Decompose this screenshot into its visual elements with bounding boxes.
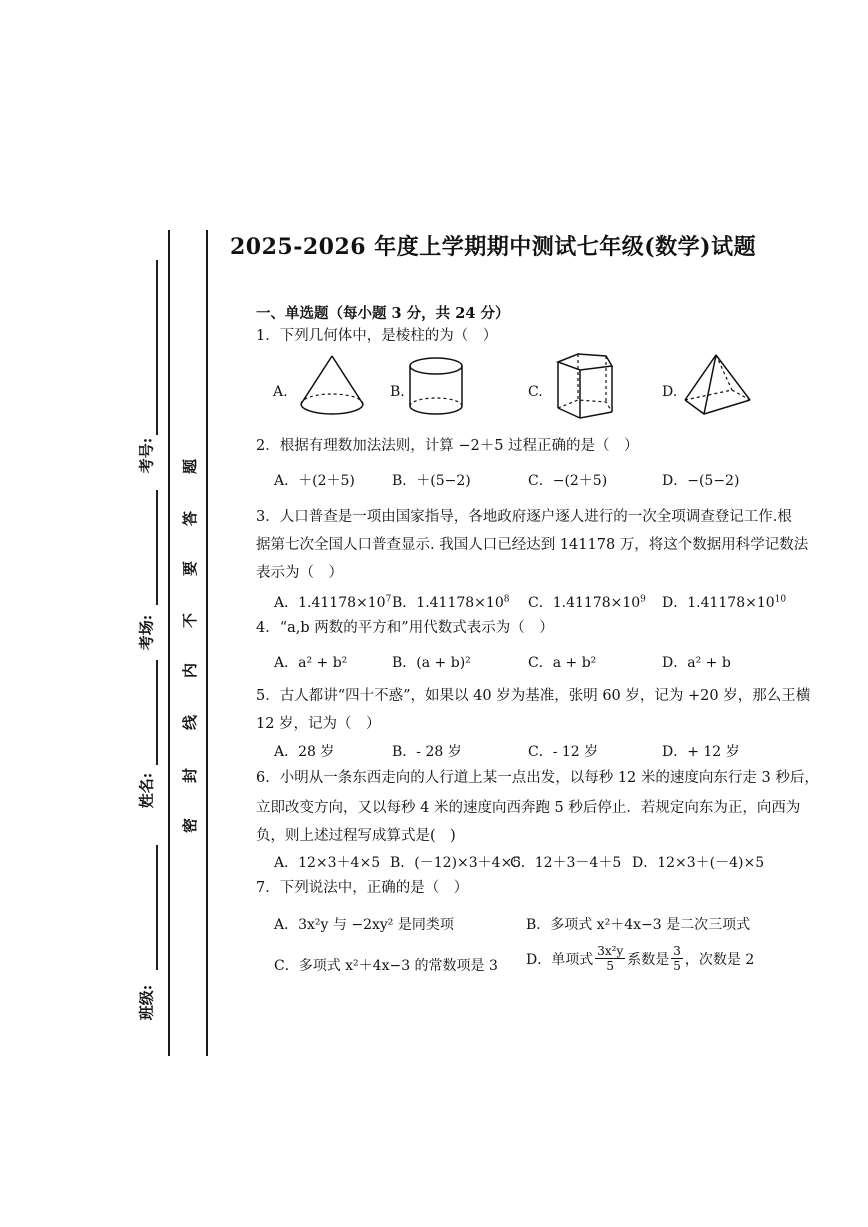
q2-option-c[interactable]: C．−(2＋5): [528, 473, 608, 489]
question-1-stem: 1．下列几何体中，是棱柱的为（ ）: [256, 328, 498, 344]
q1-option-d-label[interactable]: D.: [662, 384, 678, 400]
q1-option-c-label[interactable]: C.: [528, 384, 543, 400]
question-3-line-2: 据第七次全国人口普查显示. 我国人口已经达到 141178 万，将这个数据用科学记数法: [256, 537, 809, 553]
name-line[interactable]: [156, 660, 158, 765]
q2-option-b[interactable]: B．＋(5−2): [392, 473, 471, 489]
q7-d-fraction-1-numerator: 3x²y: [597, 944, 624, 958]
question-5-line-2: 12 岁，记为（ ）: [256, 716, 381, 732]
q7-option-a[interactable]: A．3x²y 与 −2xy² 是同类项: [274, 917, 454, 933]
q3-option-a[interactable]: [274, 592, 391, 612]
q3-option-c[interactable]: [528, 592, 646, 612]
q7-option-d[interactable]: [526, 944, 754, 973]
q3-option-b-exp: 8: [503, 594, 510, 605]
q1-option-b-label[interactable]: B.: [390, 384, 405, 400]
seal-char-2: 答: [181, 510, 200, 527]
q7-d-fraction-1-denominator: 5: [606, 959, 615, 973]
q7-d-fraction-1: [595, 944, 625, 973]
q3-option-d[interactable]: [662, 592, 786, 612]
label-exam-number: 考号:: [137, 437, 156, 474]
cone-icon: [296, 352, 368, 422]
q3-option-a-text: A．1.41178×10: [274, 595, 386, 611]
question-3-line-3: 表示为（ ）: [256, 565, 343, 581]
q7-option-c[interactable]: C．多项式 x²＋4x−3 的常数项是 3: [274, 958, 498, 974]
question-7-stem: 7．下列说法中，正确的是（ ）: [256, 880, 469, 896]
q4-option-c[interactable]: C．a + b²: [528, 655, 597, 671]
q3-option-b-text: B．1.41178×10: [392, 595, 504, 611]
seal-char-4: 不: [181, 612, 200, 629]
q6-option-a[interactable]: A．12×3＋4×5: [274, 855, 381, 871]
q2-option-d[interactable]: D．−(5−2): [662, 473, 740, 489]
pyramid-icon: [682, 352, 754, 418]
question-3-line-1: 3．人口普查是一项由国家指导，各地政府逐户逐人进行的一次全项调查登记工作.根: [256, 509, 792, 525]
q6-option-c[interactable]: C．12＋3－4＋5: [510, 855, 622, 871]
exam-room-line[interactable]: [156, 490, 158, 605]
q6-option-d[interactable]: D．12×3＋(－4)×5: [632, 855, 765, 871]
binding-line-inner: [206, 230, 208, 1056]
label-name: 姓名:: [137, 772, 156, 809]
q4-option-b[interactable]: B．(a + b)²: [392, 655, 471, 671]
q7-d-fraction-2-numerator: 3: [673, 944, 681, 958]
q1-option-a-label[interactable]: A.: [273, 384, 288, 400]
question-6-line-3: 负，则上述过程写成算式是( ): [256, 828, 456, 844]
seal-char-6: 线: [181, 714, 200, 731]
q2-option-a[interactable]: A．＋(2＋5): [274, 473, 355, 489]
q7-d-fraction-2: [671, 944, 683, 973]
q3-option-a-exp: 7: [385, 594, 392, 605]
binding-line-outer: [168, 230, 170, 1056]
seal-char-7: 封: [181, 767, 200, 784]
label-class: 班级:: [137, 984, 156, 1021]
question-6-line-2: 立即改变方向，又以每秒 4 米的速度向西奔跑 5 秒后停止．若规定向东为正，向西为: [256, 800, 801, 816]
q6-option-b[interactable]: B．(－12)×3＋4×5: [390, 855, 522, 871]
exam-number-line[interactable]: [156, 260, 158, 435]
q5-option-c[interactable]: C．- 12 岁: [528, 744, 599, 760]
q4-option-a[interactable]: A．a² + b²: [274, 655, 348, 671]
q3-option-c-text: C．1.41178×10: [528, 595, 641, 611]
seal-char-5: 内: [181, 662, 200, 679]
q7-d-middle: 系数是: [627, 951, 670, 968]
q3-option-d-text: D．1.41178×10: [662, 595, 775, 611]
q5-option-a[interactable]: A．28 岁: [274, 744, 335, 760]
q7-d-suffix: ，次数是 2: [684, 951, 755, 968]
q3-option-b[interactable]: [392, 592, 509, 612]
q5-option-d[interactable]: D．+ 12 岁: [662, 744, 740, 760]
seal-char-3: 要: [181, 560, 200, 577]
section-heading-single-choice: 一、单选题（每小题 3 分，共 24 分）: [256, 305, 510, 322]
q4-option-d[interactable]: D．a² + b: [662, 655, 731, 671]
seal-char-8: 密: [181, 817, 200, 834]
cylinder-icon: [406, 356, 466, 418]
label-exam-room: 考场:: [137, 614, 156, 651]
q7-d-prefix: D．单项式: [526, 951, 594, 968]
q7-option-b[interactable]: B．多项式 x²＋4x−3 是二次三项式: [526, 917, 751, 933]
question-2-stem: 2．根据有理数加法法则，计算 −2＋5 过程正确的是（ ）: [256, 438, 639, 454]
class-line[interactable]: [156, 845, 158, 970]
q3-option-c-exp: 9: [640, 594, 646, 605]
pentagonal-prism-icon: [550, 352, 616, 424]
seal-char-1: 题: [181, 458, 200, 475]
question-5-line-1: 5．古人都讲“四十不惑”，如果以 40 岁为基准，张明 60 岁，记为 +20 岁，那么王横: [256, 688, 811, 704]
question-6-line-1: 6．小明从一条东西走向的人行道上某一点出发，以每秒 12 米的速度向东行走 3 秒后，: [256, 770, 819, 786]
q3-option-d-exp: 10: [774, 594, 787, 605]
question-4-stem: 4．“a,b 两数的平方和”用代数式表示为（ ）: [256, 620, 554, 636]
page-title: 2025-2026 年度上学期期中测试七年级(数学)试题: [230, 234, 757, 260]
q7-d-fraction-2-denominator: 5: [673, 959, 681, 973]
q5-option-b[interactable]: B．- 28 岁: [392, 744, 462, 760]
